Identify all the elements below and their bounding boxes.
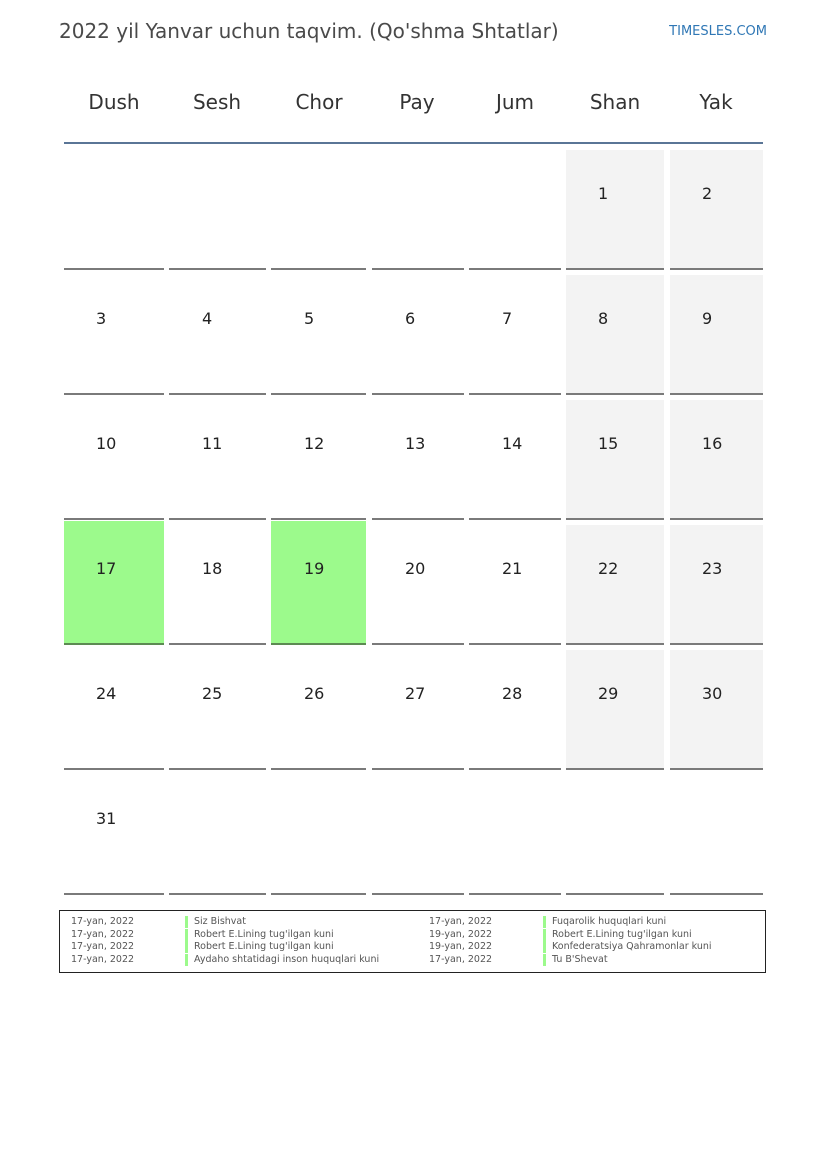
day-number: 19 (304, 559, 325, 578)
day-cell[interactable] (169, 525, 266, 645)
day-cell[interactable] (566, 650, 664, 770)
empty-day-cell (169, 150, 266, 270)
page-title: 2022 yil Yanvar uchun taqvim. (Qo'shma Shtatlar) (59, 19, 559, 43)
legend-date: 17-yan, 2022 (71, 916, 135, 927)
day-cell[interactable] (670, 150, 763, 270)
legend-holiday-name: Tu B'Shevat (543, 954, 608, 966)
day-cell[interactable] (169, 275, 266, 395)
legend-holiday-name: Aydaho shtatidagi inson huquqlari kuni (185, 954, 379, 966)
day-number: 7 (502, 309, 513, 328)
day-number: 14 (502, 434, 523, 453)
day-number: 22 (598, 559, 619, 578)
day-cell[interactable] (64, 400, 164, 520)
empty-day-cell (566, 775, 664, 895)
legend-item (71, 916, 401, 928)
day-number: 3 (96, 309, 107, 328)
empty-day-cell (372, 775, 464, 895)
legend-date: 17-yan, 2022 (71, 941, 135, 953)
day-cell[interactable] (64, 275, 164, 395)
day-cell[interactable] (64, 775, 164, 895)
legend-date: 17-yan, 2022 (71, 928, 135, 940)
day-cell[interactable] (64, 521, 164, 645)
day-cell[interactable] (271, 650, 366, 770)
empty-day-cell (670, 775, 763, 895)
day-cell[interactable] (372, 400, 464, 520)
day-number: 16 (702, 434, 723, 453)
day-number: 31 (96, 809, 117, 828)
day-cell[interactable] (566, 275, 664, 395)
day-number: 15 (598, 434, 619, 453)
day-number: 25 (202, 684, 223, 703)
weekday-label: Shan (589, 90, 641, 114)
day-number: 1 (598, 184, 609, 203)
day-number: 4 (202, 309, 213, 328)
legend-holiday-name: Siz Bishvat (185, 916, 246, 928)
day-number: 18 (202, 559, 223, 578)
empty-day-cell (271, 150, 366, 270)
day-cell[interactable] (670, 275, 763, 395)
day-cell[interactable] (169, 400, 266, 520)
legend-holiday-name: Konfederatsiya Qahramonlar kuni (543, 941, 712, 953)
day-cell[interactable] (64, 650, 164, 770)
day-cell[interactable] (469, 400, 561, 520)
day-number: 12 (304, 434, 325, 453)
day-number: 11 (202, 434, 223, 453)
day-number: 6 (405, 309, 416, 328)
day-number: 21 (502, 559, 523, 578)
day-cell[interactable] (271, 400, 366, 520)
legend-date: 17-yan, 2022 (429, 916, 493, 927)
empty-day-cell (169, 775, 266, 895)
weekday-label: Jum (495, 90, 535, 114)
empty-day-cell (271, 775, 366, 895)
day-number: 28 (502, 684, 523, 703)
legend-item (429, 916, 759, 928)
weekday-header (64, 80, 763, 144)
day-number: 29 (598, 684, 619, 703)
day-cell[interactable] (271, 521, 366, 645)
day-number: 10 (96, 434, 117, 453)
day-cell[interactable] (372, 650, 464, 770)
day-number: 5 (304, 309, 315, 328)
legend-holiday-name: Fuqarolik huquqlari kuni (543, 916, 666, 928)
legend-date: 17-yan, 2022 (71, 953, 135, 965)
day-cell[interactable] (372, 275, 464, 395)
legend-date: 19-yan, 2022 (429, 928, 493, 940)
day-number: 2 (702, 184, 713, 203)
day-number: 13 (405, 434, 426, 453)
day-cell[interactable] (169, 650, 266, 770)
legend-date: 19-yan, 2022 (429, 941, 493, 953)
day-cell[interactable] (670, 525, 763, 645)
day-cell[interactable] (469, 650, 561, 770)
legend-item (71, 954, 401, 966)
day-cell[interactable] (670, 400, 763, 520)
day-cell[interactable] (670, 650, 763, 770)
day-cell[interactable] (566, 400, 664, 520)
weekday-label: Pay (399, 90, 435, 114)
legend-holiday-name: Robert E.Lining tug'ilgan kuni (543, 929, 692, 941)
weekday-label: Dush (88, 90, 140, 114)
day-number: 9 (702, 309, 713, 328)
day-number: 30 (702, 684, 723, 703)
day-cell[interactable] (271, 275, 366, 395)
holiday-legend (59, 910, 766, 973)
legend-holiday-name: Robert E.Lining tug'ilgan kuni (185, 941, 334, 953)
legend-item (429, 929, 759, 941)
day-cell[interactable] (469, 275, 561, 395)
day-cell[interactable] (566, 150, 664, 270)
day-number: 23 (702, 559, 723, 578)
day-cell[interactable] (372, 525, 464, 645)
empty-day-cell (469, 775, 561, 895)
weekday-label: Sesh (192, 90, 242, 114)
weekday-label: Yak (699, 90, 733, 114)
day-number: 24 (96, 684, 117, 703)
legend-holiday-name: Robert E.Lining tug'ilgan kuni (185, 929, 334, 941)
empty-day-cell (64, 150, 164, 270)
day-number: 27 (405, 684, 426, 703)
day-cell[interactable] (566, 525, 664, 645)
legend-item (71, 929, 401, 941)
day-number: 26 (304, 684, 325, 703)
legend-item (429, 954, 759, 966)
empty-day-cell (372, 150, 464, 270)
day-number: 17 (96, 559, 117, 578)
brand-link[interactable]: TIMESLES.COM (669, 24, 767, 39)
empty-day-cell (469, 150, 561, 270)
weekday-label: Chor (295, 90, 343, 114)
legend-item (429, 941, 759, 953)
legend-date: 17-yan, 2022 (429, 953, 493, 965)
day-number: 8 (598, 309, 609, 328)
day-number: 20 (405, 559, 426, 578)
day-cell[interactable] (469, 525, 561, 645)
legend-item (71, 941, 401, 953)
